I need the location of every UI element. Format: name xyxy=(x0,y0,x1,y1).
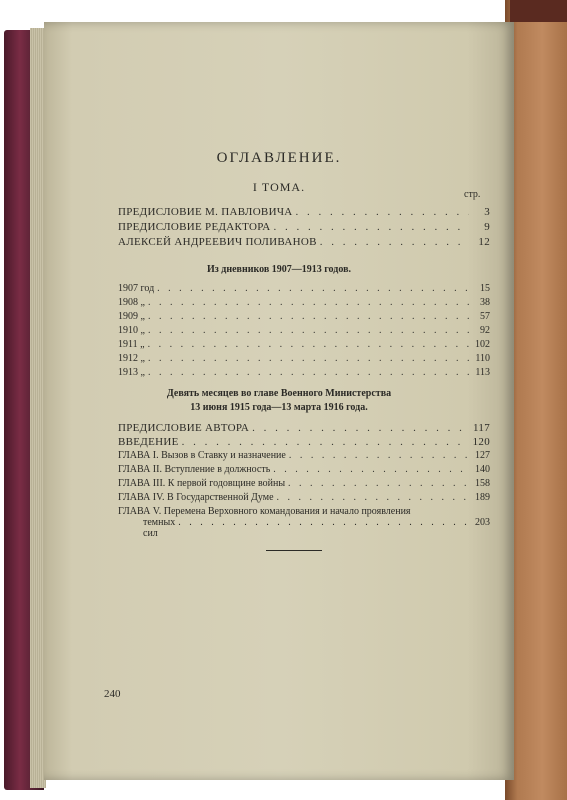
section-divider xyxy=(266,550,322,551)
toc-entry xyxy=(118,478,490,492)
toc-entry-chapter-v xyxy=(118,506,490,539)
leader-dots xyxy=(178,517,469,528)
leader-dots xyxy=(252,422,469,434)
toc-entry xyxy=(118,436,490,450)
toc-entry-label: 1912 „ xyxy=(118,353,145,364)
toc-entry-page: 120 xyxy=(472,436,490,448)
toc-entry-page: 158 xyxy=(475,478,490,489)
leader-dots xyxy=(148,367,469,378)
leader-dots xyxy=(182,436,469,448)
page-number: 240 xyxy=(104,688,121,700)
toc-entry xyxy=(118,311,490,325)
toc-entry-label: ГЛАВА IV. В Государственной Думе xyxy=(118,492,274,503)
toc-entry-label: ГЛАВА I. Вызов в Ставку и назначение xyxy=(118,450,286,461)
section-heading-diaries: Из дневников 1907—1913 годов. xyxy=(207,264,351,275)
toc-entry-page: 117 xyxy=(473,422,490,434)
page-column-label: стр. xyxy=(464,189,481,200)
leader-dots xyxy=(288,478,469,489)
toc-entry-page: 127 xyxy=(475,450,490,461)
toc-entry-label: 1907 год xyxy=(118,283,155,294)
section-heading-ministry: Девять месяцев во главе Военного Министерства xyxy=(166,388,392,399)
toc-entry xyxy=(118,339,490,353)
toc-entry-page: 92 xyxy=(480,325,490,336)
leader-dots xyxy=(274,221,469,233)
toc-entry-continuation xyxy=(118,517,490,539)
toc-entry-page: 189 xyxy=(475,492,490,503)
toc-entry-page: 110 xyxy=(475,353,490,364)
leader-dots xyxy=(148,297,469,308)
toc-entry-label: 1911 „ xyxy=(118,339,145,350)
toc-entry-page: 3 xyxy=(484,206,490,218)
leader-dots xyxy=(157,283,469,294)
book-cover-corner xyxy=(510,0,567,22)
toc-entry xyxy=(118,325,490,339)
toc-entry xyxy=(118,353,490,367)
book-page xyxy=(44,22,514,780)
toc-entry-label: 1908 „ xyxy=(118,297,145,308)
toc-entry-label: ВВЕДЕНИЕ xyxy=(118,436,179,448)
toc-entry-label: АЛЕКСЕЙ АНДРЕЕВИЧ ПОЛИВАНОВ xyxy=(118,236,317,248)
leader-dots xyxy=(289,450,469,461)
toc-entry-label-cont: темных сил xyxy=(143,517,176,539)
toc-entry-label: ГЛАВА II. Вступление в должность xyxy=(118,464,271,475)
leader-dots xyxy=(277,492,469,503)
toc-entry-label: ПРЕДИСЛОВИЕ РЕДАКТОРА xyxy=(118,221,271,233)
toc-entry-label: ГЛАВА V. Перемена Верховного командования и начало проявления xyxy=(118,506,411,517)
toc-entry-label: ГЛАВА III. К первой годовщине войны xyxy=(118,478,286,489)
leader-dots xyxy=(273,464,469,475)
toc-entry xyxy=(118,492,490,506)
toc-entry-page: 38 xyxy=(480,297,490,308)
toc-volume: I ТОМА. xyxy=(252,180,306,194)
toc-entry-label: 1909 „ xyxy=(118,311,145,322)
toc-entry xyxy=(118,283,490,297)
toc-entry-page: 15 xyxy=(480,283,490,294)
toc-entry-label: ПРЕДИСЛОВИЕ АВТОРА xyxy=(118,422,250,434)
toc-entry xyxy=(118,367,490,381)
toc-entry-label: 1913 „ xyxy=(118,367,145,378)
toc-entry xyxy=(118,297,490,311)
toc-entry-page: 9 xyxy=(484,221,490,233)
toc-entry-page: 113 xyxy=(475,367,490,378)
toc-entry xyxy=(118,236,490,250)
leader-dots xyxy=(148,325,469,336)
toc-entry-page: 140 xyxy=(475,464,490,475)
toc-entry xyxy=(118,450,490,464)
table-of-contents xyxy=(44,22,514,780)
toc-title: ОГЛАВЛЕНИЕ. xyxy=(216,150,342,166)
toc-entry-page: 12 xyxy=(478,236,490,248)
toc-entry xyxy=(118,221,490,235)
leader-dots xyxy=(148,339,469,350)
toc-entry xyxy=(118,464,490,478)
toc-entry-page: 203 xyxy=(475,517,490,528)
toc-entry-page: 102 xyxy=(475,339,490,350)
toc-entry-page: 57 xyxy=(480,311,490,322)
toc-entry-label: 1910 „ xyxy=(118,325,145,336)
leader-dots xyxy=(296,206,469,218)
leader-dots xyxy=(320,236,469,248)
toc-entry xyxy=(118,206,490,220)
toc-entry xyxy=(118,422,490,436)
toc-entry-label: ПРЕДИСЛОВИЕ М. ПАВЛОВИЧА xyxy=(118,206,293,218)
book-cover-right xyxy=(505,0,567,800)
section-heading-ministry-dates: 13 июня 1915 года—13 марта 1916 года. xyxy=(190,402,368,413)
leader-dots xyxy=(148,353,469,364)
leader-dots xyxy=(148,311,469,322)
